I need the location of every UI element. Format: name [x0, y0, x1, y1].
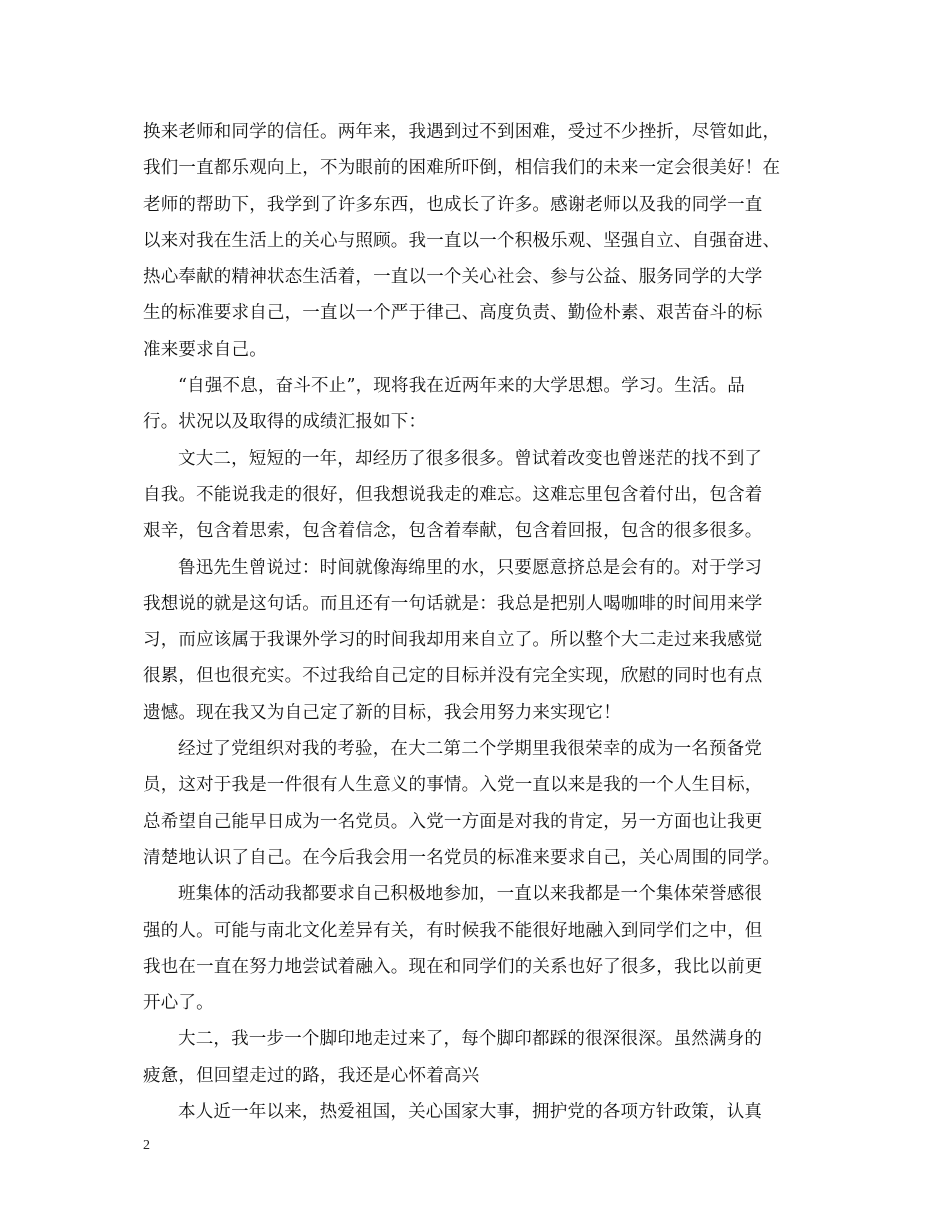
text-line: 经过了党组织对我的考验，在大二第二个学期里我很荣幸的成为一名预备党 — [178, 739, 763, 760]
text-line: 鲁迅先生曾说过：时间就像海绵里的水，只要愿意挤总是会有的。对于学习 — [178, 557, 763, 578]
page-number: 2 — [143, 1138, 150, 1153]
text-line: 习，而应该属于我课外学习的时间我却用来自立了。所以整个大二走过来我感觉 — [143, 630, 763, 651]
text-line: 开心了。 — [143, 993, 214, 1014]
text-line: 本人近一年以来，热爱祖国，关心国家大事，拥护党的各项方针政策，认真 — [178, 1102, 763, 1123]
text-line: 我想说的就是这句话。而且还有一句话就是：我总是把别人喝咖啡的时间用来学 — [143, 593, 763, 614]
text-line: 总希望自己能早日成为一名党员。入党一方面是对我的肯定，另一方面也让我更 — [143, 811, 763, 832]
text-line: 员，这对于我是一件很有人生意义的事情。入党一直以来是我的一个人生目标， — [143, 775, 763, 796]
text-line: 自我。不能说我走的很好，但我想说我走的难忘。这难忘里包含着付出，包含着 — [143, 484, 763, 505]
text-line: 班集体的活动我都要求自己积极地参加，一直以来我都是一个集体荣誉感很 — [178, 884, 763, 905]
text-line: 艰辛，包含着思索，包含着信念，包含着奉献，包含着回报，包含的很多很多。 — [143, 521, 763, 542]
text-line: “自强不息，奋斗不止”，现将我在近两年来的大学思想。学习。生活。品 — [178, 376, 745, 397]
text-line: 热心奉献的精神状态生活着，一直以一个关心社会、参与公益、服务同学的大学 — [143, 267, 763, 288]
text-line: 很累，但也很充实。不过我给自己定的目标并没有完全实现，欣慰的同时也有点 — [143, 666, 763, 687]
text-line: 以来对我在生活上的关心与照顾。我一直以一个积极乐观、坚强自立、自强奋进、 — [143, 230, 781, 251]
text-line: 换来老师和同学的信任。两年来，我遇到过不到困难，受过不少挫折，尽管如此， — [143, 122, 781, 142]
text-line: 遗憾。现在我又为自己定了新的目标，我会用努力来实现它！ — [143, 702, 621, 723]
text-line: 我们一直都乐观向上，不为眼前的困难所吓倒，相信我们的未来一定会很美好！在 — [143, 158, 781, 179]
text-line: 疲惫，但回望走过的路，我还是心怀着高兴 — [143, 1065, 480, 1086]
text-line: 大二，我一步一个脚印地走过来了，每个脚印都踩的很深很深。虽然满身的 — [178, 1029, 763, 1050]
text-line: 老师的帮助下，我学到了许多东西，也成长了许多。感谢老师以及我的同学一直 — [143, 194, 763, 215]
text-line: 清楚地认识了自己。在今后我会用一名党员的标准来要求自己，关心周围的同学。 — [143, 847, 781, 868]
text-line: 生的标准要求自己，一直以一个严于律己、高度负责、勤俭朴素、艰苦奋斗的标 — [143, 303, 763, 324]
text-line: 强的人。可能与南北文化差异有关，有时候我不能很好地融入到同学们之中，但 — [143, 920, 763, 941]
text-line: 行。状况以及取得的成绩汇报如下： — [143, 412, 427, 433]
text-line: 我也在一直在努力地尝试着融入。现在和同学们的关系也好了很多，我比以前更 — [143, 956, 763, 977]
text-line: 文大二，短短的一年，却经历了很多很多。曾试着改变也曾迷茫的找不到了 — [178, 448, 763, 469]
document-body — [143, 114, 825, 1130]
text-line: 准来要求自己。 — [143, 339, 267, 360]
